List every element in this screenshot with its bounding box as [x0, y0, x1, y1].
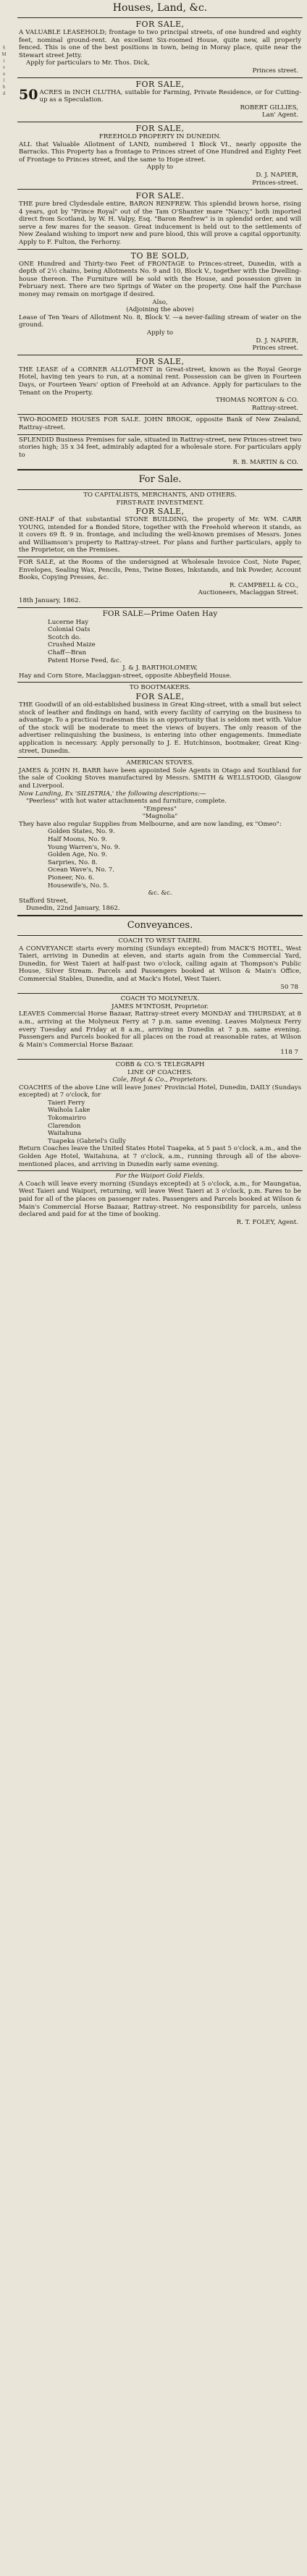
advert-subtitle: LINE OF COACHES.	[127, 1068, 193, 1076]
advert-address: Rattray-street.	[251, 404, 298, 412]
advert-signature: ROBERT GILLIES,	[240, 104, 298, 111]
advert-body: A Coach will leave every morning (Sundays excepted) at 5 o'clock, a.m., for Maungatua, West Taieri and Waipori, returning, will leave West Taieri at 3 o'clock, p.m. Fares to be paid for all of the places on passenger rates. Passengers and Parcels booked at Wilson & Main's Commercial Horse Bazaar, Rattray-street. No responsibility for parcels, unless declared and paid for at the time of booking.	[19, 1180, 301, 1219]
advert-stone-building	[17, 489, 303, 557]
advert-title: FOR SALE,	[135, 79, 185, 89]
advert-address: Hay and Corn Store, Maclaggan-street, opposite Abbeyfield House.	[19, 672, 232, 680]
advert-two-roomed	[17, 414, 303, 434]
advert-baron-renfrew	[17, 189, 303, 249]
advert-title: FOR SALE—Prime Oaten Hay	[102, 609, 218, 618]
list-item: Golden Age, No. 9.	[48, 851, 108, 859]
advert-signature: D. J. NAPIER,	[256, 171, 298, 179]
advert-waipori	[17, 1170, 303, 1228]
list-item: Golden States, No. 9.	[48, 828, 115, 836]
advert-body: LEAVES Commercial Horse Bazaar, Rattray-street every MONDAY and THURSDAY, at 8 a.m., arriving at the Molyneux Ferry at 7 p.m. same evening. Leaves Molyneux Ferry every Tuesday and Friday at 8 a.m., arriving in Dunedin at 7 p.m. same evening. Passengers and Parcels booked for all places on the road at reasonable rates, at Wilson & Main's Commercial Horse Bazaar.	[19, 1010, 301, 1049]
margin-letter: b	[2, 84, 6, 90]
advert-title: FOR SALE,	[135, 356, 185, 366]
advert-signature: R. T. FOLEY, Agent.	[236, 1218, 298, 1226]
advert-hay	[17, 607, 303, 683]
advert-title: FOR SALE,	[135, 20, 185, 29]
list-item: Waihola Lake	[48, 1107, 91, 1115]
advert-leasehold	[17, 17, 303, 77]
section-heading-houses: Houses, Land, &c.	[112, 2, 208, 14]
advert-title: COACH TO WEST TAIERI.	[118, 937, 202, 945]
margin-letter: l	[3, 77, 5, 83]
advert-body	[19, 86, 301, 104]
advert-body: ONE Hundred and Thirty-two Feet of FRONTAGE to Princes-street, Dunedin, with a depth of 2½ chains, being Allotments No. 9 and 10, Block V., together with the Dwelling-house thereon. The Furniture will be sold with the House, and possession given in February next. There are two Springs of Water on the property. One half the Purchase money may remain on mortgage if desired.	[19, 260, 301, 299]
advert-inch-clutha	[17, 77, 303, 122]
advert-title: AMERICAN STOVES.	[126, 759, 194, 767]
advert-range: "Peerless" with hot water attachments and furniture, complete.	[26, 798, 227, 806]
list-item: Ocean Wave's, No. 7.	[48, 866, 114, 874]
advert-subtitle: FIRST-RATE INVESTMENT.	[116, 499, 204, 507]
section-heading-for-sale: For Sale.	[17, 469, 303, 489]
advert-title: FOR SALE,	[135, 123, 185, 133]
advert-body: SPLENDID Business Premises for sale, situated in Rattray-street, new Princes-street two stories high; 35 x 34 feet, admirably adapted for a wholesale store. For particulars apply to	[19, 436, 301, 459]
advert-bootmakers	[17, 682, 303, 757]
advert-cobb-and-co	[17, 1059, 303, 1170]
advert-signature: R. CAMPBELL & CO.,	[230, 581, 298, 589]
margin-letter: v	[2, 64, 6, 70]
advert-range: "Empress"	[143, 805, 177, 813]
advert-title: TO CAPITALISTS, MERCHANTS, AND OTHERS.	[83, 491, 237, 499]
advert-body: THE pure bred Clydesdale entire, BARON RENFREW. This splendid brown horse, rising 4 years, got by "Prince Royal" out of the Tam O'Shanter mare "Nancy," both imported direct from Scotland, by W. H. Valpy, Esq. "Baron Renfrew" is in splendid order, and will serve a few mares for the season. Great inducement is held out to the settlements of New Zealand wishing to import new and pure blood, this will prove a capital opportunity. Apply to F. Fulton, the Ferhorny.	[19, 200, 301, 247]
list-item: Waitahuna	[48, 1130, 82, 1138]
advert-body: A CONVEYANCE starts every morning (Sundays excepted) from MACK'S HOTEL, West Taieri, arriving in Dunedin at eleven, and starts again from the Commercial Yard, Dunedin, for West Taieri at half-past two o'clock, calling again at Thompson's Public House, Silver Stream. Parcels and Passengers booked at Wilson & Main's Office, Commercial Stables, Dunedin, and at Mack's Hotel, West Taieri.	[19, 945, 301, 983]
advert-acre-count: 50	[19, 86, 38, 103]
list-item: Chaff—Bran	[48, 649, 87, 656]
margin-letter: M	[1, 51, 7, 57]
margin-letter: S	[2, 45, 6, 51]
advert-title-2: FOR SALE,	[135, 691, 185, 701]
list-item: Tuapeka (Gabriel's Gully	[48, 1137, 126, 1145]
advert-coach-molyneux	[17, 993, 303, 1059]
advert-title: TO BE SOLD,	[130, 250, 190, 261]
advert-apply: Apply for particulars to Mr. Thos. Dick,	[26, 59, 150, 67]
margin-strip	[1, 45, 7, 97]
advert-to-be-sold	[17, 249, 303, 355]
advert-stationery	[17, 557, 303, 607]
advert-body-text: ACRES in INCH CLUTHA, suitable for Farming, Private Residence, or for Cutting-up as a Speculation.	[39, 88, 301, 104]
advert-ref-number: 118 7	[280, 1049, 298, 1057]
advert-note: They have also regular Supplies from Melbourne, and are now landing, ex "Omeo":	[19, 820, 282, 828]
advert-apply: Apply to	[146, 164, 174, 172]
advert-signature-title: Auctioneers, Maclaggan Street.	[198, 589, 298, 597]
advert-item-list	[19, 619, 301, 665]
margin-letter: o	[2, 71, 6, 77]
advert-item-list	[19, 828, 301, 890]
list-item: Colonial Oats	[48, 626, 91, 634]
advert-date: Dunedin, 22nd January, 1862.	[26, 905, 120, 913]
advert-column	[17, 0, 303, 1228]
advert-place-list	[19, 1099, 301, 1146]
advert-title: TO BOOTMAKERS.	[129, 684, 191, 692]
advert-body-2: Return Coaches leave the United States Hotel Tuapeka, at 5 past 5 o'clock, a.m., and the Golden Age Hotel, Waitahuna, at 7 o'clock, a.m., running through all of the above-mentioned places, and arriving in Dunedin early same evening.	[19, 1145, 301, 1168]
advert-address: Stafford Street,	[19, 897, 68, 905]
advert-signature: J. & J. BARTHOLOMEW,	[122, 664, 198, 672]
advert-body: ALL that Valuable Allotment of LAND, numbered 1 Block VI., nearly opposite the Barracks. This Property has a frontage to Princes street of One Hundred and Eighty Feet of Frontage to Princes street, and the same to Hope street.	[19, 140, 301, 164]
advert-body: THE Goodwill of an old-established business in Great King-street, with a small but select stock of leather and findings on hand, with every facility of carrying on the business to advantage. To a practical tradesman this is an opportunity that is seldom met with. Value of the stock will be moderate to meet the views of buyers. The only reason of the advertiser relinquishing the business, is entering into other engagements. Immediate application is necessary. Apply personally to J. E. Hutchinson, bootmaker, Great King-street, Dunedin.	[19, 701, 301, 755]
list-item: Scotch do.	[48, 633, 81, 641]
margin-letter: t	[3, 58, 5, 64]
advert-body: JAMES & JOHN H. BARR have been appointed Sole Agents in Otago and Southland for the sale of Cooking Stoves manufactured by Messrs. SMITH & WELLSTOOD, Glasgow and Liverpool.	[19, 767, 301, 790]
advert-title: COBB & CO.'S TELEGRAPH	[115, 1060, 205, 1068]
advert-body: TWO-ROOMED HOUSES FOR SALE. JOHN BROOK, opposite Bank of New Zealand, Rattray-street.	[19, 416, 301, 431]
advert-subtitle: JAMES M'INTOSH, Proprietor.	[111, 1002, 209, 1010]
advert-etc: &c. &c.	[148, 890, 172, 898]
list-item: Crushed Maize	[48, 641, 96, 649]
advert-signature: D. J. NAPIER,	[256, 337, 298, 345]
advert-body: ONE-HALF of that substantial STONE BUILDING, the property of Mr. WM. CARR YOUNG, intended for a Bonded Store, together with the Freehold whereon it stands, as it covers 69 ft. 9 in. frontage, and including the well-known premises of Messrs. Jones and Williamson's property to Rattray-street. For plans and further particulars, apply to the Proprietor, on the Premises.	[19, 516, 301, 554]
advert-range: "Magnolia"	[142, 813, 178, 821]
advert-subtitle: FREEHOLD PROPERTY IN DUNEDIN.	[98, 132, 222, 140]
advert-adjoining: (Adjoining the above)	[126, 306, 194, 314]
list-item: Patent Horse Feed, &c.	[48, 656, 122, 664]
advert-american-stoves	[17, 757, 303, 915]
advert-signature: R. B. MARTIN & CO.	[232, 459, 298, 467]
advert-title: FOR SALE.	[135, 191, 185, 201]
advert-coach-west-taieri	[17, 935, 303, 993]
list-item: Sarpries, No. 8.	[48, 858, 98, 866]
advert-body: COACHES of the above Line will leave Jones' Provincial Hotel, Dunedin, DAILY (Sundays excepted) at 7 o'clock, for	[19, 1084, 301, 1099]
advert-also: Also,	[152, 298, 168, 306]
advert-apply: Apply to	[146, 329, 174, 337]
advert-signature: THOMAS NORTON & CO.	[215, 397, 298, 405]
advert-body: A VALUABLE LEASEHOLD; frontage to two principal streets, of one hundred and eighty feet, nominal ground-rent. An excellent Six-roomed House, quite new, all properly fenced. This is one of the best positions in town, being in Moray place, quite near the Stewart street Jetty.	[19, 29, 301, 59]
list-item: Housewife's, No. 5.	[48, 882, 109, 890]
advert-business-premises	[17, 434, 303, 469]
list-item: Taieri Ferry	[48, 1099, 85, 1107]
advert-title: COACH TO MOLYNEUX.	[120, 995, 200, 1003]
advert-signature-title: Lan' Agent.	[262, 111, 298, 119]
advert-title: For the Waipori Gold Fields.	[115, 1173, 205, 1181]
advert-title-2: FOR SALE,	[135, 507, 185, 517]
advert-freehold	[17, 122, 303, 189]
advert-corner-allotment	[17, 355, 303, 415]
advert-ref-number: 50 78	[280, 983, 298, 991]
list-item: Young Warren's, No. 9.	[48, 843, 120, 851]
advert-body: THE LEASE of a CORNER ALLOTMENT in Great-street, known as the Royal George Hotel, having ten years to run, at a nominal rent. Possession can be given in Fourteen Days, or Fourteen Years' option of Freehold at an Advance. Apply for particulars to the Tenant on the Property.	[19, 366, 301, 397]
margin-letter: d	[2, 90, 6, 96]
advert-address: Princes street.	[252, 345, 298, 352]
advert-landing: Now Landing, Ex 'SILISTRIA,' the following descriptions:—	[19, 790, 206, 798]
list-item: Clarendon	[48, 1122, 81, 1130]
advert-address: Princes street.	[252, 67, 298, 75]
advert-lease: Lease of Ten Years of Allotment No. 8, Block V. —a never-failing stream of water on the ground.	[19, 313, 301, 329]
section-heading-conveyances: Conveyances.	[17, 915, 303, 935]
list-item: Pioneer, No. 6.	[48, 874, 95, 882]
advert-body: FOR SALE, at the Rooms of the undersigned at Wholesale Invoice Cost, Note Paper, Envelopes, Sealing Wax, Pencils, Pens, Twine Boxes, Inkstands, and Ink Powder, Account Books, Copying Presses, &c.	[19, 559, 301, 582]
advert-proprietors: Cole, Hoyt & Co., Proprietors.	[112, 1076, 208, 1084]
list-item: Half Moons, No. 9.	[48, 836, 108, 844]
list-item: Tokomairiro	[48, 1115, 86, 1123]
advert-date: 18th January, 1862.	[19, 597, 81, 605]
advert-address: Princes-street.	[252, 179, 298, 187]
list-item: Lucerne Hay	[48, 618, 89, 626]
